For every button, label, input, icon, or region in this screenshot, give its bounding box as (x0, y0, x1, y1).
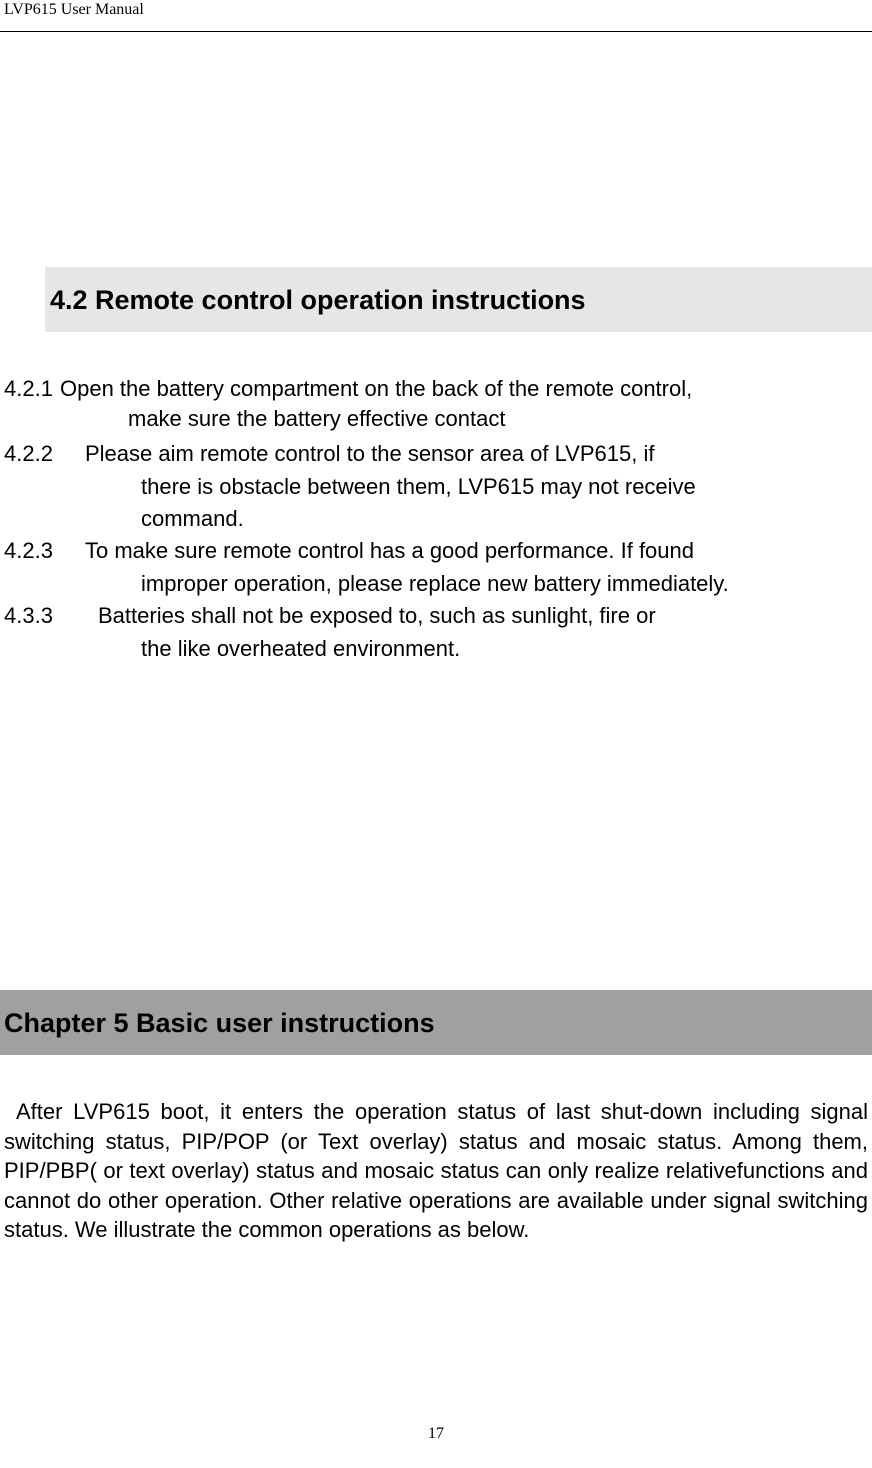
instruction-number: 4.2.1 (4, 376, 53, 401)
instruction-text: the like overheated environment. (141, 636, 461, 661)
page-number: 17 (428, 1425, 444, 1442)
instruction-text: improper operation, please replace new battery immediately. (141, 571, 729, 596)
instruction-text: To make sure remote control has a good performance. If found (85, 538, 694, 563)
chapter-heading: Chapter 5 Basic user instructions (4, 1008, 435, 1038)
instruction-number: 4.2.2 (4, 441, 53, 466)
instruction-text: make sure the battery effective contact (128, 406, 506, 431)
body-paragraph: After LVP615 boot, it enters the operation status of last shut-down including signal switching status, PIP/POP (or Text overlay) status and mosaic status. Among them, PIP/PBP( or text overlay) status and mosaic status can only realize relativefunctions and cannot do other operation. Other relative operations are available under signal switching status. We illustrate the common operations as below. (4, 1099, 868, 1243)
header-rule (0, 31, 872, 32)
instruction-text: Please aim remote control to the sensor area of LVP615, if (85, 441, 655, 466)
instruction-text: command. (141, 506, 244, 531)
section-heading: 4.2 Remote control operation instructions (50, 285, 586, 315)
instruction-number: 4.3.3 (4, 603, 53, 628)
instruction-text: Batteries shall not be exposed to, such as sunlight, fire or (98, 603, 656, 628)
instruction-number: 4.2.3 (4, 538, 53, 563)
instruction-text: there is obstacle between them, LVP615 may not receive (141, 474, 696, 499)
running-header: LVP615 User Manual (4, 1, 144, 18)
instruction-text: Open the battery compartment on the back of the remote control, (60, 376, 693, 401)
